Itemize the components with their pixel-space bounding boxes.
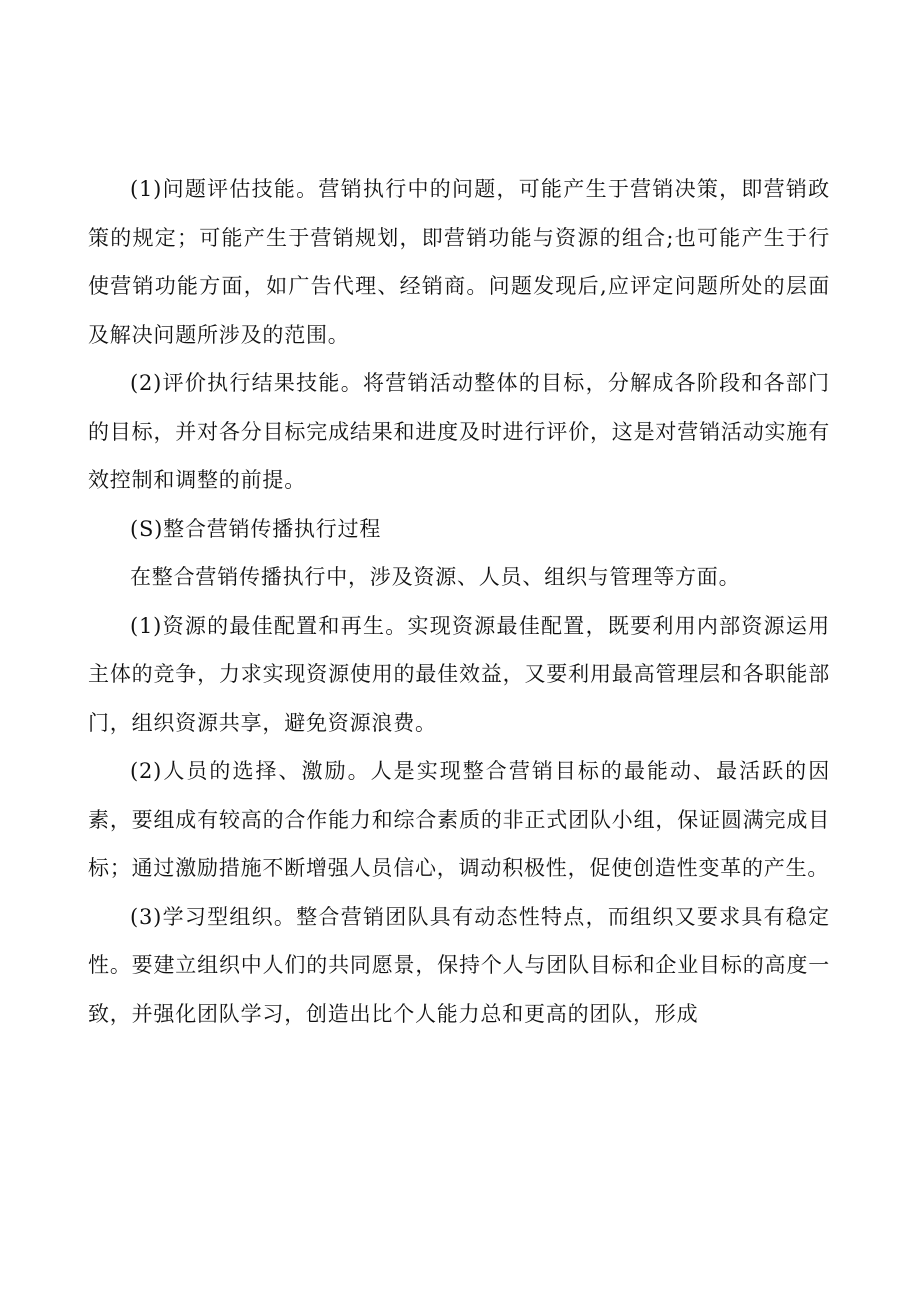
paragraph-problem-assessment: (1)问题评估技能。营销执行中的问题，可能产生于营销决策，即营销政策的规定；可能产生于营销规划，即营销功能与资源的组合;也可能产生于行使营销功能方面，如广告代理、经销商。问题发现后,应评定问题所处的层面及解决问题所涉及的范围。 (88, 177, 830, 347)
section-heading-imc-execution: (S)整合营销传播执行过程 (130, 516, 382, 541)
paragraph-imc-intro: 在整合营销传播执行中，涉及资源、人员、组织与管理等方面。 (130, 565, 741, 589)
paragraph-resource-allocation: (1)资源的最佳配置和再生。实现资源最佳配置，既要利用内部资源运用主体的竞争，力求实现资源使用的最佳效益，又要利用最高管理层和各职能部门，组织资源共享，避免资源浪费。 (88, 613, 830, 735)
paragraph-result-evaluation: (2)评价执行结果技能。将营销活动整体的目标，分解成各阶段和各部门的目标，并对各分目标完成结果和进度及时进行评价，这是对营销活动实施有效控制和调整的前提。 (88, 371, 830, 492)
paragraph-learning-organization: (3)学习型组织。整合营销团队具有动态性特点，而组织又要求具有稳定性。要建立组织中人们的共同愿景，保持个人与团队目标和企业目标的高度一致，并强化团队学习，创造出比个人能力总和更高的团队，形成 (88, 904, 830, 1026)
paragraph-personnel-motivation: (2)人员的选择、激励。人是实现整合营销目标的最能动、最活跃的因素，要组成有较高的合作能力和综合素质的非正式团队小组，保证圆满完成目标；通过激励措施不断增强人员信心，调动积极性，促使创造性变革的产生。 (88, 759, 830, 880)
document-body (88, 165, 830, 1038)
